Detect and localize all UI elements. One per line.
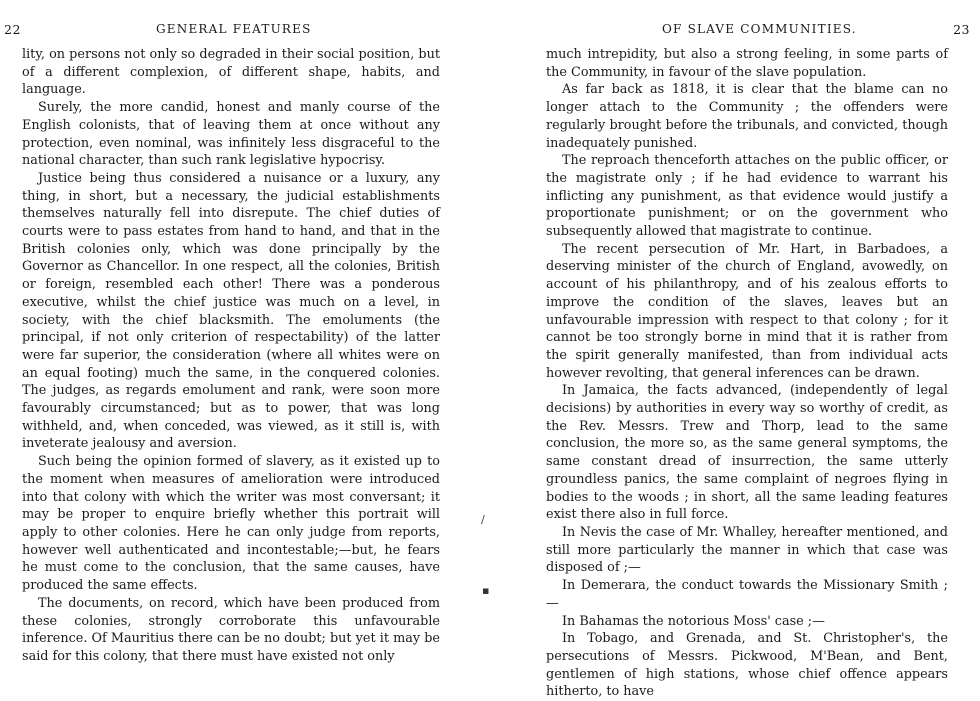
paragraph: As far back as 1818, it is clear that the blame can no longer attach to the Community ; the offenders were regularly brought before the tribunals, and convicted, though inadequately punished.	[546, 82, 948, 151]
paragraph: In Tobago, and Grenada, and St. Christopher's, the persecutions of Messrs. Pickwood, M'Bean, and Bent, gentlemen of high stations, whose chief offence appears hitherto, to have	[546, 631, 948, 700]
paragraph: In Nevis the case of Mr. Whalley, hereafter mentioned, and still more particularly the manner in which that case was disposed of ;—	[546, 524, 948, 576]
paragraph: The reproach thenceforth attaches on the public officer, or the magistrate only ; if he had evidence to warrant his inflicting any punishment, as that evidence would justify a proportionate punishment; or on the government who subsequently allowed that magistrate to continue.	[546, 153, 948, 240]
page-number: 22	[4, 22, 21, 37]
paragraph: The recent persecution of Mr. Hart, in Barbadoes, a deserving minister of the church of England, avowedly, on account of his philanthropy, and of his zealous efforts to improve the condition of the slaves, leaves but an unfavourable impression with respect to that colony ; for it cannot be too strongly borne in mind that it is rather from the spirit generally manifested, than from individual acts however revolting, that general inferences can be drawn.	[546, 241, 948, 381]
paragraph: Such being the opinion formed of slavery, as it existed up to the moment when measures of amelioration were introduced into that colony with which the writer was most conversant; it may be proper to enquire briefly whether this portrait will apply to other colonies. Here he can only judge from reports, however well authenticated and incontestable;—but, he fears he must come to the conclusion, that the same causes, have produced the same effects.	[22, 454, 440, 594]
running-head: GENERAL FEATURES	[156, 22, 312, 36]
paragraph: In Demerara, the conduct towards the Missionary Smith ;—	[546, 578, 948, 611]
paragraph: Justice being thus considered a nuisance or a luxury, any thing, in short, but a necessary, the judicial establishments themselves naturally fell into disrepute. The chief duties of courts were to pass estates from hand to hand, and that in the British colonies only, which was done principally by the Governor as Chancellor. In one respect, all the colonies, British or foreign, resembled each other! There was a ponderous executive, whilst the chief justice was much on a level, in society, with the chief blacksmith. The emoluments (the principal, if not only criterion of respectability) of the latter were far superior, the consideration (where all whites were on an equal footing) much the same, in the conquered colonies. The judges, as regards emolument and rank, were soon more favourably circumstanced; but as to power, that was long withheld, and, when conceded, was viewed, as it still is, with inveterate jealousy and aversion.	[22, 170, 440, 452]
right-page	[490, 0, 980, 700]
running-head: OF SLAVE COMMUNITIES.	[662, 22, 857, 36]
paragraph: lity, on persons not only so degraded in their social position, but of a different complexion, of different shape, habits, and language.	[22, 47, 440, 98]
page-number: 23	[953, 22, 970, 37]
left-page	[0, 0, 488, 692]
paragraph: In Bahamas the notorious Moss' case ;—	[562, 613, 825, 629]
paragraph: much intrepidity, but also a strong feeling, in some parts of the Community, in favour of the slave population.	[546, 47, 948, 80]
body-text	[546, 46, 948, 701]
paragraph: Surely, the more candid, honest and manly course of the English colonists, that of leaving them at once without any protection, even nominal, was infinitely less disgraceful to the national character, than such rank legislative hypocrisy.	[22, 100, 440, 169]
body-text	[22, 46, 440, 666]
gutter-mark-slash: /	[481, 513, 485, 526]
gutter-mark-dot: ▪	[482, 584, 490, 597]
paragraph: In Jamaica, the facts advanced, (independently of legal decisions) by authorities in every way so worthy of credit, as the Rev. Messrs. Trew and Thorp, lead to the same conclusion, the more so, as the same general symptoms, the same constant dread of insurrection, the same utterly groundless panics, the same complaint of negroes flying in bodies to the woods ; in short, all the same leading features exist there also in full force.	[546, 383, 948, 523]
paragraph: The documents, on record, which have been produced from these colonies, strongly corroborate this unfavourable inference. Of Mauritius there can be no doubt; but yet it may be said for this colony, that there must have existed not only	[22, 595, 440, 664]
